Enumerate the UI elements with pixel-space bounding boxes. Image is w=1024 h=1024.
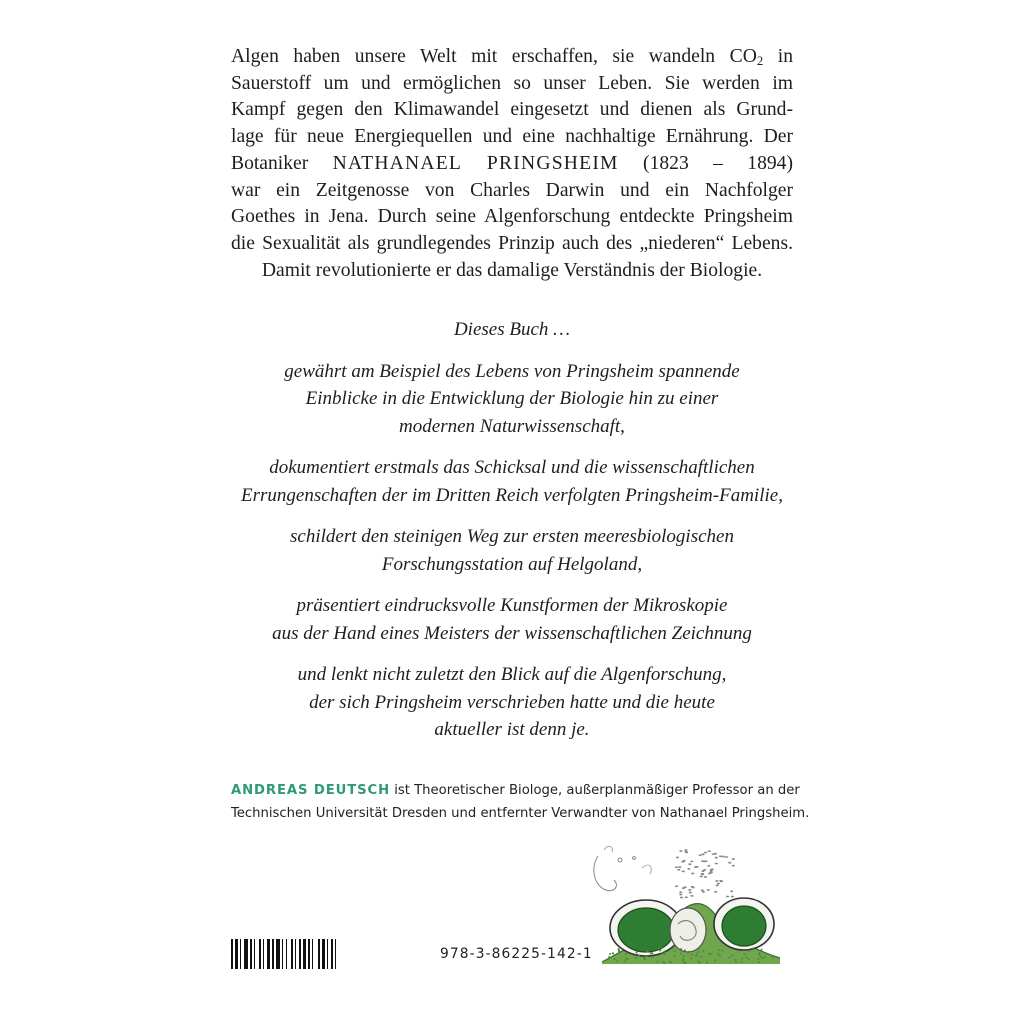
author-bio: ANDREAS DEUTSCH ist Theoretischer Biologe, außerplanmäßiger Professor an der Technischen Universität Dresden und entfernter Verwandter von Nathanael Pringsheim.	[231, 783, 810, 821]
feature-item: und lenkt nicht zuletzt den Blick auf die Algenforschung, der sich Pringsheim verschrieben hatte und die heute aktueller ist denn je.	[297, 664, 727, 740]
blurb-paragraph	[231, 44, 793, 284]
blurb-line: Goethes in Jena. Durch seine Algenforschung entdeckte Pringsheim	[231, 206, 793, 228]
blurb-line: lage für neue Energiequellen und eine nachhaltige Ernährung. Der	[231, 126, 793, 148]
blurb-line: Algen haben unsere Welt mit erschaffen, sie wandeln $CO_2$ in	[231, 46, 794, 69]
blurb-line: Botaniker NATHANAEL PRINGSHEIM (1823 – 1894)	[231, 152, 793, 174]
feature-item: präsentiert eindrucksvolle Kunstformen der Mikroskopie aus der Hand eines Meisters der wissenschaftlichen Zeichnung	[272, 595, 752, 644]
author-name: ANDREAS DEUTSCH	[231, 783, 391, 798]
botanist-name: NATHANAEL PRINGSHEIM	[332, 152, 619, 174]
blurb-line: Sauerstoff um und ermöglichen so unser Leben. Sie werden im	[231, 72, 793, 94]
feature-item: gewährt am Beispiel des Lebens von Pringsheim spannende Einblicke in die Entwicklung der Biologie hin zu einer modernen Naturwissenschaft,	[284, 360, 740, 437]
isbn-number: 978-3-86225-142-1	[440, 946, 593, 962]
blurb-line: war ein Zeitgenosse von Charles Darwin und ein Nachfolger	[231, 179, 793, 201]
barcode-icon	[231, 939, 426, 969]
book-features	[190, 316, 834, 744]
features-heading: Dieses Buch …	[453, 319, 571, 340]
algae-microscopy-drawing-icon	[584, 838, 782, 972]
feature-item: schildert den steinigen Weg zur ersten meeresbiologischen Forschungsstation auf Helgoland,	[290, 526, 734, 575]
feature-item: dokumentiert erstmals das Schicksal und die wissenschaftlichen Errungenschaften der im Dritten Reich verfolgten Pringsheim-Familie,	[241, 457, 783, 506]
blurb-line: Damit revolutionierte er das damalige Verständnis der Biologie.	[261, 259, 763, 281]
blurb-line: die Sexualität als grundlegendes Prinzip auch des „niederen“ Lebens.	[231, 232, 793, 254]
blurb-line: Kampf gegen den Klimawandel eingesetzt und dienen als Grund-	[231, 99, 793, 121]
